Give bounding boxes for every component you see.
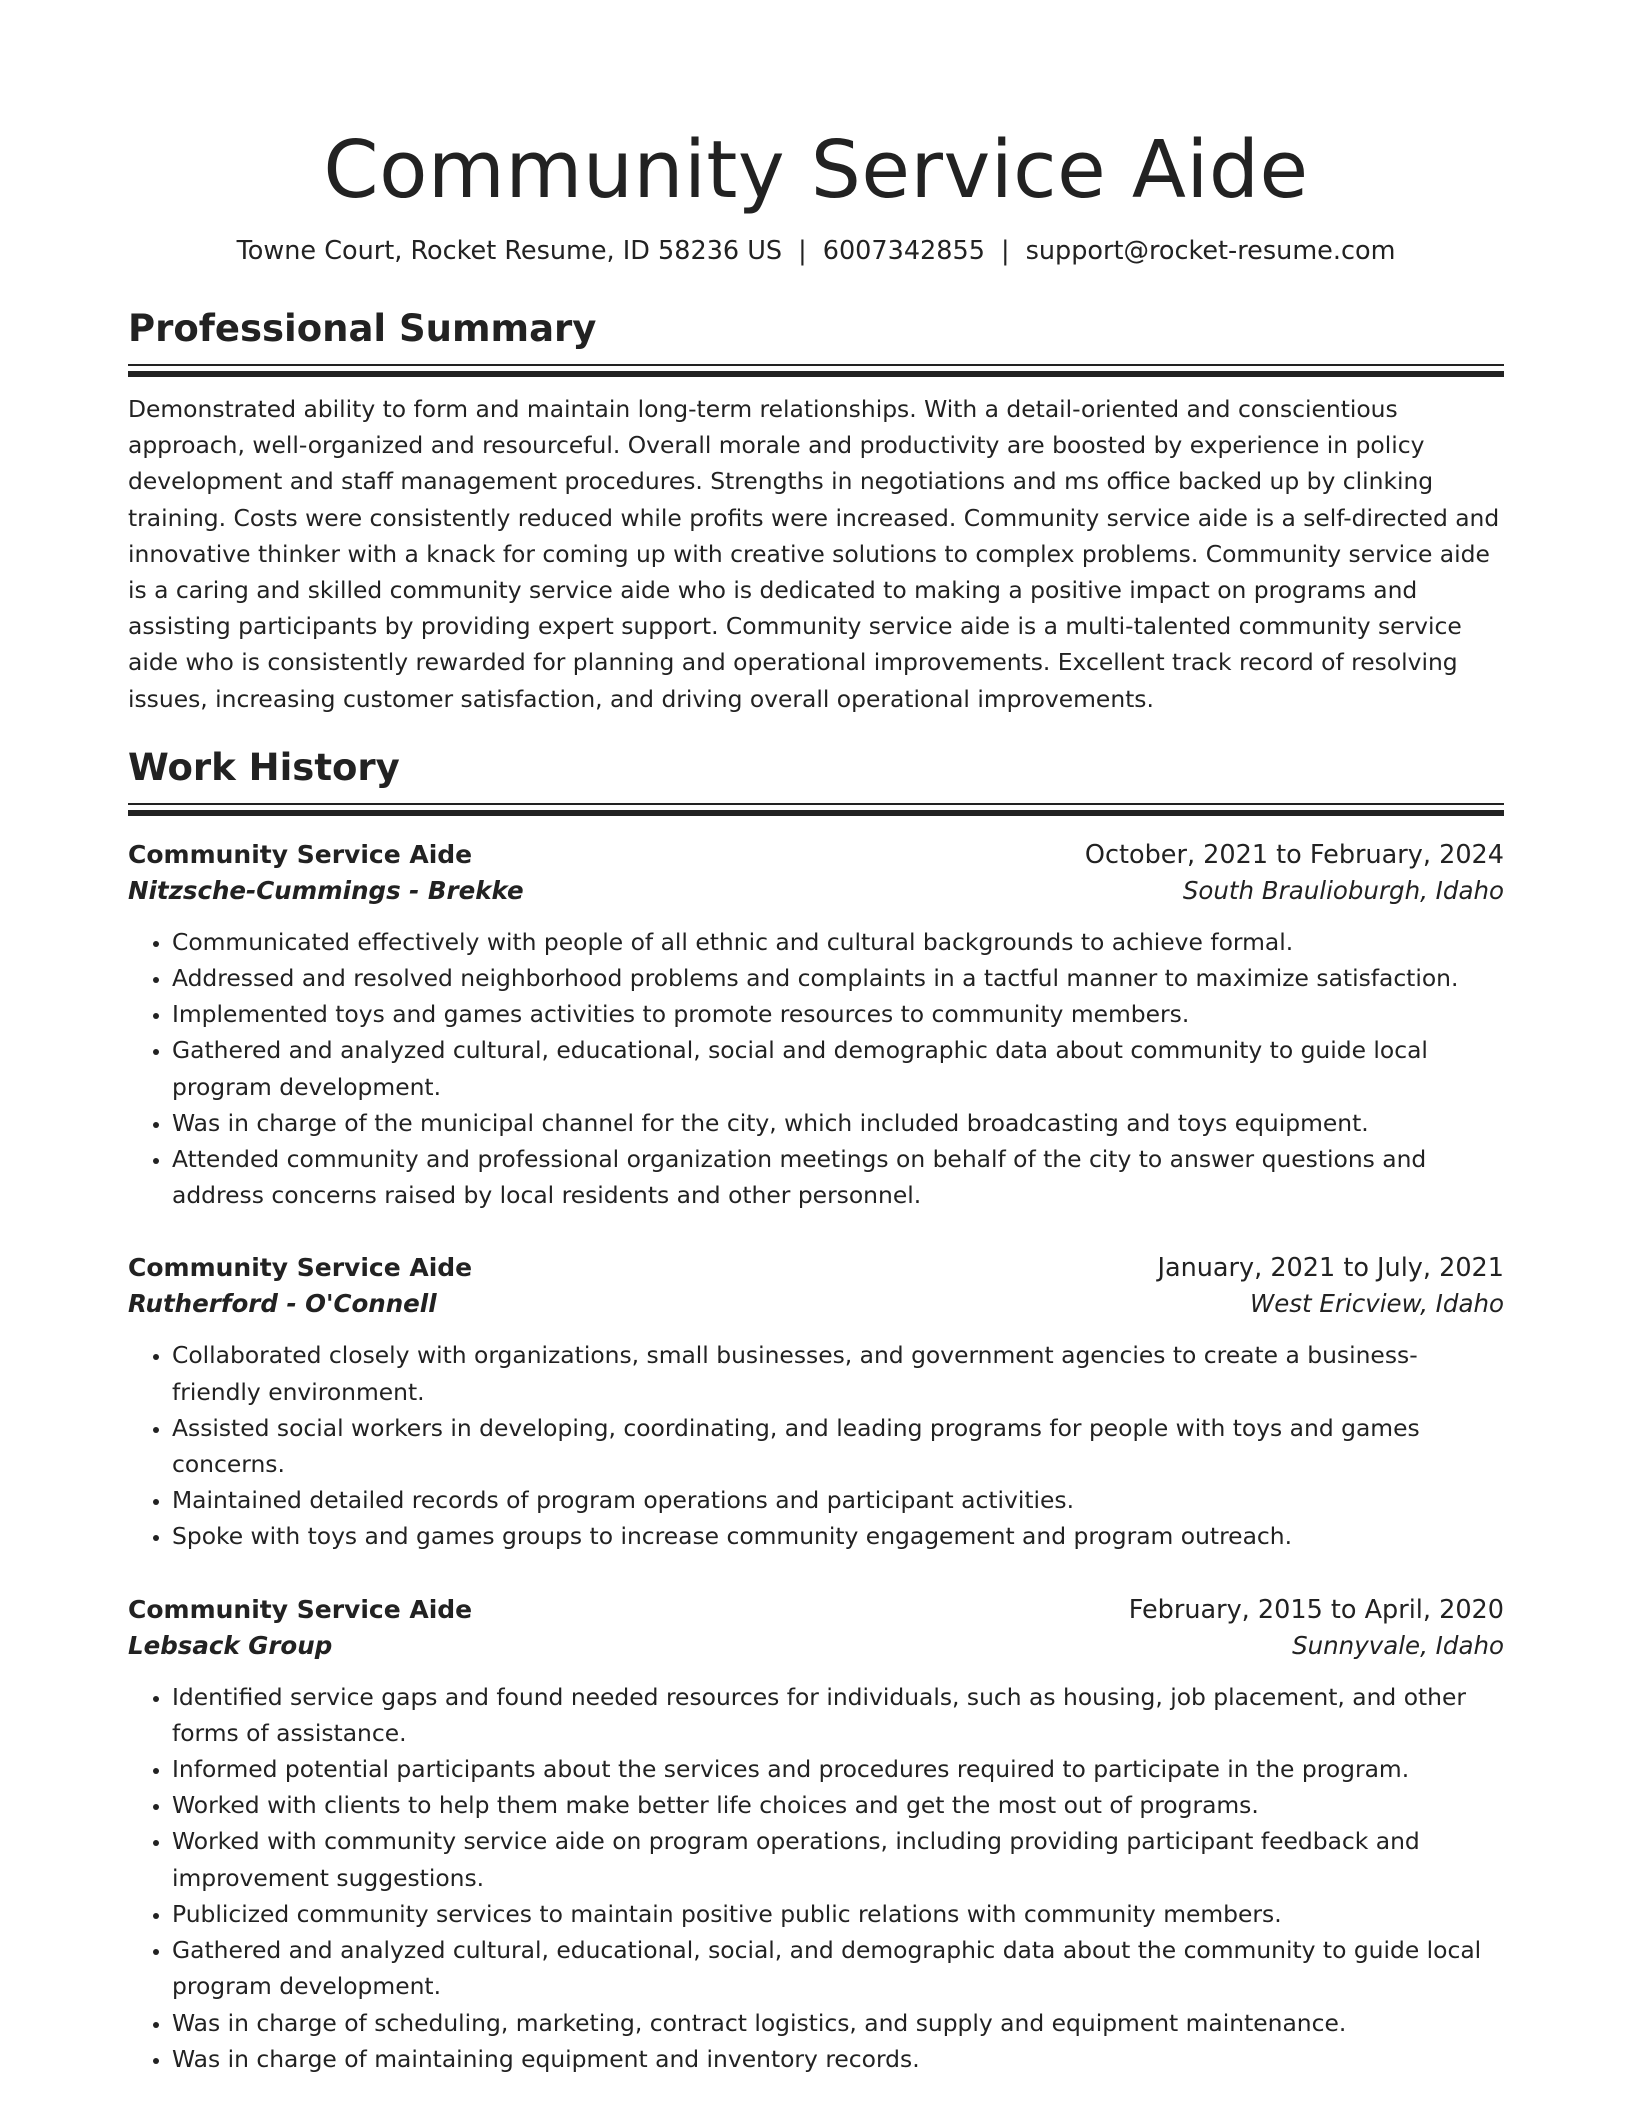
bullet-item: • Collaborated closely with organizations, small businesses, and government agencies to create a business-friendly environment. — [172, 1337, 1504, 1409]
bullet-item: • Was in charge of maintaining equipment and inventory records. — [172, 2041, 1504, 2077]
section-heading-work: Work History — [128, 745, 400, 789]
job-company: Lebsack Group — [128, 1630, 333, 1660]
job-company: Rutherford - O'Connell — [128, 1289, 437, 1319]
job-entry — [128, 838, 1504, 1214]
job-title: Community Service Aide — [128, 839, 473, 869]
bullet-item: • Communicated effectively with people of all ethnic and cultural backgrounds to achieve formal. — [172, 924, 1504, 960]
job-bullets — [128, 924, 1504, 1214]
bullet-item: • Implemented toys and games activities to promote resources to community members. — [172, 996, 1504, 1032]
email: support@rocket-resume.com — [1025, 236, 1396, 266]
bullet-item: • Assisted social workers in developing, coordinating, and leading programs for people with toys and games concerns. — [172, 1410, 1504, 1482]
job-subheader-row — [128, 872, 1504, 910]
job-company: Nitzsche-Cummings - Brekke — [128, 875, 524, 905]
job-dates: October, 2021 to February, 2024 — [1084, 839, 1504, 870]
job-dates: February, 2015 to April, 2020 — [1128, 1594, 1504, 1625]
bullet-item: • Gathered and analyzed cultural, educational, social and demographic data about community to guide local program development. — [172, 1032, 1504, 1104]
contact-line — [128, 234, 1504, 268]
job-title: Community Service Aide — [128, 1253, 473, 1283]
job-title: Community Service Aide — [128, 1594, 473, 1624]
contact-separator: | — [798, 236, 807, 266]
bullet-item: • Maintained detailed records of program operations and participant activities. — [172, 1482, 1504, 1518]
bullet-item: • Attended community and professional organization meetings on behalf of the city to answer questions and address concerns raised by local residents and other personnel. — [172, 1141, 1504, 1213]
job-header-row — [128, 1251, 1504, 1285]
job-header-row — [128, 1593, 1504, 1627]
bullet-item: • Worked with community service aide on program operations, including providing participant feedback and improvement suggestions. — [172, 1823, 1504, 1895]
bullet-item: • Gathered and analyzed cultural, educational, social, and demographic data about the community to guide local program development. — [172, 1932, 1504, 2004]
job-bullets — [128, 1337, 1504, 1554]
job-header-row — [128, 838, 1504, 872]
phone: 6007342855 — [822, 236, 985, 266]
bullet-item: • Spoke with toys and games groups to increase community engagement and program outreach. — [172, 1518, 1504, 1554]
summary-text: Demonstrated ability to form and maintain long-term relationships. With a detail-oriented and conscientious approach, well-organized and resourceful. Overall morale and productivity are boosted by experience in policy development and staff management procedures. Strengths in negotiations and ms office backed up by clinking training. Costs were consistently reduced while profits were increased. Community service aide is a self-directed and innovative thinker with a knack for coming up with creative solutions to complex problems. Community service aide is a caring and skilled community service aide who is dedicated to making a positive impact on programs and assisting participants by providing expert support. Community service aide is a multi-talented community service aide who is consistently rewarded for planning and operational improvements. Excellent track record of resolving issues, increasing customer satisfaction, and driving overall operational improvements. — [128, 395, 1500, 713]
bullet-item: • Was in charge of the municipal channel for the city, which included broadcasting and toys equipment. — [172, 1105, 1504, 1141]
address: Towne Court, Rocket Resume, ID 58236 US — [236, 236, 783, 266]
job-subheader-row — [128, 1627, 1504, 1665]
job-subheader-row — [128, 1285, 1504, 1323]
job-location: South Braulioburgh, Idaho — [1182, 875, 1504, 905]
work-history-section — [128, 745, 1504, 2077]
job-location: West Ericview, Idaho — [1249, 1289, 1504, 1319]
section-heading-summary: Professional Summary — [128, 307, 597, 350]
bullet-item: • Addressed and resolved neighborhood problems and complaints in a tactful manner to maximize satisfaction. — [172, 960, 1504, 996]
job-entry — [128, 1251, 1504, 1554]
job-location: Sunnyvale, Idaho — [1292, 1630, 1504, 1660]
bullet-item: • Worked with clients to help them make better life choices and get the most out of programs. — [172, 1787, 1504, 1823]
job-entry — [128, 1593, 1504, 2077]
job-dates: January, 2021 to July, 2021 — [1157, 1253, 1504, 1284]
professional-summary-section — [128, 306, 1504, 717]
contact-separator: | — [1000, 236, 1010, 266]
bullet-item: • Publicized community services to maintain positive public relations with community members. — [172, 1896, 1504, 1932]
candidate-name: Community Service Aide — [323, 124, 1309, 216]
bullet-item: • Informed potential participants about the services and procedures required to participate in the program. — [172, 1751, 1504, 1787]
job-bullets — [128, 1679, 1504, 2077]
section-divider — [128, 364, 1504, 377]
bullet-item: • Identified service gaps and found needed resources for individuals, such as housing, job placement, and other forms of assistance. — [172, 1679, 1504, 1751]
bullet-item: • Was in charge of scheduling, marketing, contract logistics, and supply and equipment maintenance. — [172, 2005, 1504, 2041]
section-divider — [128, 803, 1504, 816]
